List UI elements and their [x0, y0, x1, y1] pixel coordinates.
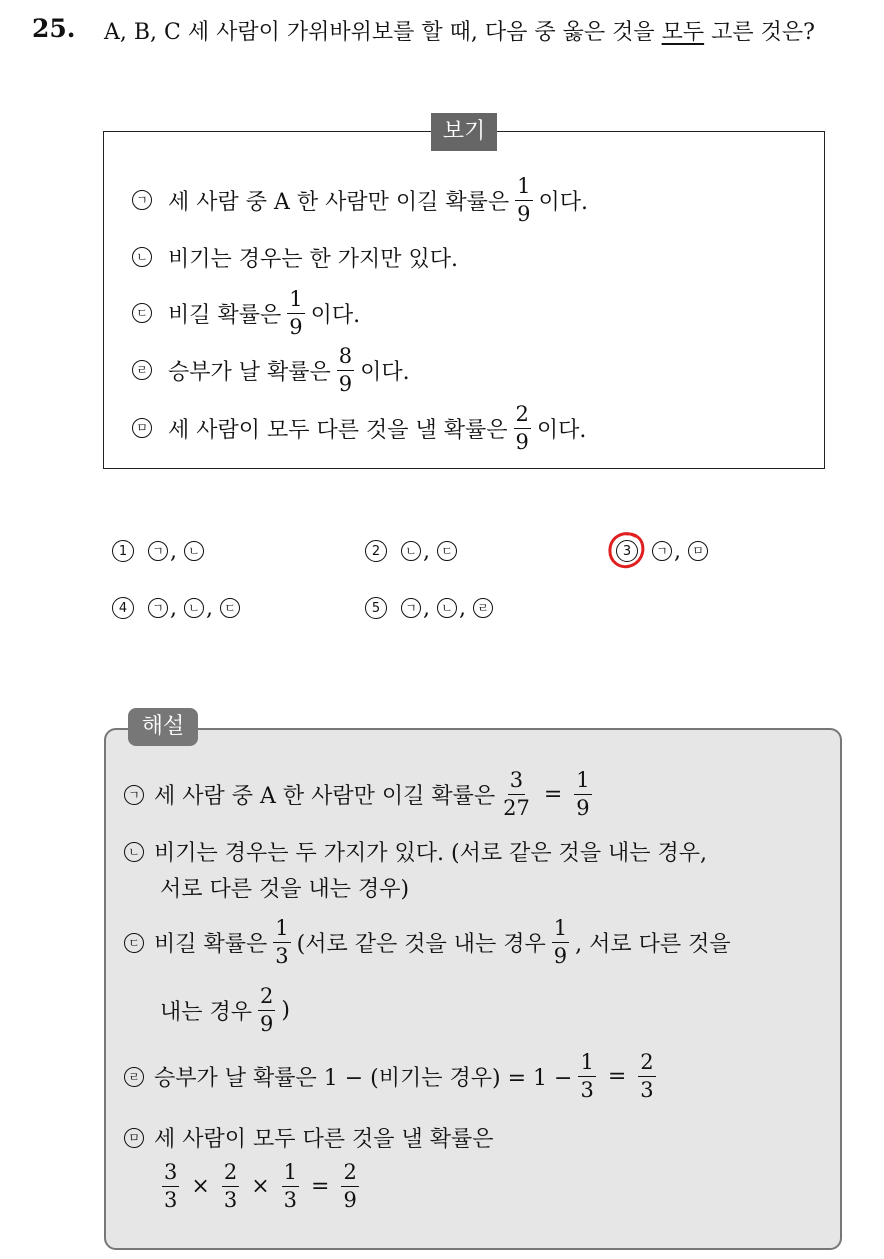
fraction	[282, 1162, 299, 1211]
circled-mark: ㅁ	[124, 1128, 144, 1148]
circled-mark: ㄹ	[132, 360, 152, 380]
fraction-denominator: 9	[576, 796, 590, 820]
circled-mark: ㄱ	[148, 598, 168, 618]
circled-mark: ㄴ	[401, 541, 421, 561]
fraction	[162, 1162, 179, 1211]
fraction	[287, 286, 304, 339]
fraction	[337, 343, 354, 396]
fraction-denominator: 9	[517, 201, 531, 226]
fraction	[273, 918, 290, 967]
fraction-denominator: 27	[503, 796, 530, 820]
bogi-item-tail: 이다.	[536, 417, 587, 443]
circled-mark: ㄱ	[652, 541, 672, 561]
fraction-numerator: 1	[282, 1162, 299, 1187]
solution-line-2-cont	[160, 872, 409, 903]
choice-number: 3	[616, 540, 638, 562]
fraction-numerator: 8	[337, 346, 354, 371]
solution-text: 서로 다른 것을 내는 경우)	[160, 877, 410, 902]
choice-number: 1	[112, 540, 134, 562]
question-text-part2: 고른 것은?	[711, 20, 815, 45]
equals-sign: =	[607, 1064, 627, 1089]
solution-line-3	[124, 918, 731, 967]
bogi-item-text: 세 사람 중 A 한 사람만 이길 확률은	[168, 189, 510, 215]
solution-text: 세 사람이 모두 다른 것을 낼 확률은	[154, 1127, 494, 1152]
fraction-denominator: 9	[515, 429, 529, 454]
fraction-numerator: 1	[574, 770, 591, 795]
circled-mark: ㄴ	[184, 541, 204, 561]
fraction-denominator: 3	[580, 1078, 594, 1102]
fraction	[341, 1162, 358, 1211]
times-sign: ×	[191, 1174, 210, 1199]
choice-4[interactable]: 4 ㄱ , ㄴ , ㄷ	[112, 593, 242, 623]
fraction	[638, 1052, 655, 1101]
circled-mark: ㄱ	[124, 785, 144, 805]
fraction-denominator: 9	[553, 944, 568, 968]
circled-mark: ㄷ	[132, 303, 152, 323]
fraction-numerator: 3	[508, 770, 525, 795]
fraction-denominator: 3	[223, 1188, 238, 1212]
bogi-item-5	[132, 399, 586, 457]
question-number: 25.	[32, 14, 76, 43]
circled-mark: ㄱ	[401, 598, 421, 618]
circled-mark: ㄷ	[220, 598, 240, 618]
equals-sign: =	[311, 1174, 330, 1199]
fraction-numerator: 1	[287, 289, 304, 314]
solution-text: 비길 확률은	[154, 932, 268, 957]
fraction	[515, 173, 532, 226]
bogi-item-text: 비길 확률은	[168, 302, 282, 328]
bogi-item-tail: 이다.	[360, 359, 410, 385]
fraction-denominator: 3	[275, 944, 289, 968]
circled-mark: ㅁ	[688, 541, 708, 561]
solution-text: 내는 경우	[160, 1000, 253, 1025]
circled-mark: ㄱ	[132, 190, 152, 210]
bogi-item-tail: 이다.	[310, 302, 361, 328]
circled-mark: ㄷ	[124, 933, 144, 953]
fraction	[514, 401, 531, 454]
solution-line-3-cont	[160, 986, 290, 1035]
bogi-item-text: 비기는 경우는 한 가지만 있다.	[168, 246, 458, 272]
times-sign: ×	[251, 1174, 270, 1199]
solution-text: 세 사람 중 A 한 사람만 이길 확률은	[154, 784, 496, 809]
answer-circle-mark	[605, 528, 649, 572]
choice-3[interactable]: 3 ㄱ , ㅁ	[616, 536, 710, 566]
bogi-item-3	[132, 284, 360, 342]
choice-2[interactable]: 2 ㄴ , ㄷ	[365, 536, 459, 566]
solution-title: 해설	[128, 708, 198, 746]
choice-number: 4	[112, 597, 134, 619]
fraction-denominator: 9	[343, 1188, 357, 1212]
solution-text: 승부가 날 확률은 1 − (비기는 경우) = 1 −	[154, 1066, 573, 1091]
fraction-numerator: 1	[552, 918, 569, 943]
bogi-item-1	[132, 171, 588, 229]
fraction-denominator: 3	[283, 1188, 297, 1212]
choice-number: 5	[365, 597, 387, 619]
fraction-numerator: 2	[341, 1162, 358, 1187]
circled-mark: ㄴ	[184, 598, 204, 618]
fraction-denominator: 9	[338, 371, 353, 396]
circled-mark: ㄹ	[124, 1067, 144, 1087]
solution-line-5	[124, 1122, 494, 1153]
fraction-numerator: 1	[515, 176, 532, 201]
choice-number: 2	[365, 540, 387, 562]
fraction-denominator: 3	[640, 1078, 654, 1102]
choice-5[interactable]: 5 ㄱ , ㄴ , ㄹ	[365, 593, 495, 623]
fraction-numerator: 2	[222, 1162, 239, 1187]
fraction	[222, 1162, 239, 1211]
fraction	[552, 918, 569, 967]
equals-sign: =	[543, 782, 563, 807]
bogi-item-text: 승부가 날 확률은	[168, 359, 331, 385]
fraction-numerator: 2	[514, 404, 531, 429]
circled-mark: ㄹ	[473, 598, 493, 618]
choice-1[interactable]: 1 ㄱ , ㄴ	[112, 536, 206, 566]
solution-line-1	[124, 770, 598, 819]
solution-text: (서로 같은 것을 내는 경우	[296, 932, 546, 957]
solution-text: , 서로 다른 것을	[575, 932, 731, 957]
circled-mark: ㅁ	[132, 418, 152, 438]
fraction	[574, 770, 591, 819]
fraction-numerator: 1	[578, 1052, 595, 1077]
fraction-denominator: 9	[289, 314, 303, 339]
circled-mark: ㄴ	[437, 598, 457, 618]
fraction-numerator: 3	[162, 1162, 179, 1187]
question-text	[104, 14, 874, 52]
bogi-title: 보기	[431, 113, 497, 151]
circled-mark: ㄴ	[124, 842, 144, 862]
fraction-numerator: 2	[258, 986, 275, 1011]
circled-mark: ㄱ	[148, 541, 168, 561]
fraction-denominator: 3	[164, 1188, 178, 1212]
bogi-item-tail: 이다.	[538, 189, 588, 215]
bogi-item-2	[132, 228, 458, 286]
circled-mark: ㄴ	[132, 247, 152, 267]
bogi-item-4	[132, 341, 410, 399]
solution-line-5-cont	[156, 1162, 365, 1211]
solution-text: 비기는 경우는 두 가지가 있다. (서로 같은 것을 내는 경우,	[154, 841, 708, 866]
solution-line-2	[124, 836, 707, 867]
fraction-numerator: 1	[273, 918, 290, 943]
solution-line-4	[124, 1052, 662, 1101]
question-underlined-word: 모두	[661, 20, 705, 45]
circled-mark: ㄷ	[437, 541, 457, 561]
fraction-numerator: 2	[638, 1052, 655, 1077]
fraction	[258, 986, 275, 1035]
question-text-part1: A, B, C 세 사람이 가위바위보를 할 때, 다음 중 옳은 것을	[104, 20, 655, 45]
solution-text: )	[281, 998, 290, 1023]
fraction	[578, 1052, 595, 1101]
fraction	[501, 770, 532, 819]
fraction-denominator: 9	[260, 1012, 274, 1036]
bogi-item-text: 세 사람이 모두 다른 것을 낼 확률은	[168, 417, 508, 443]
